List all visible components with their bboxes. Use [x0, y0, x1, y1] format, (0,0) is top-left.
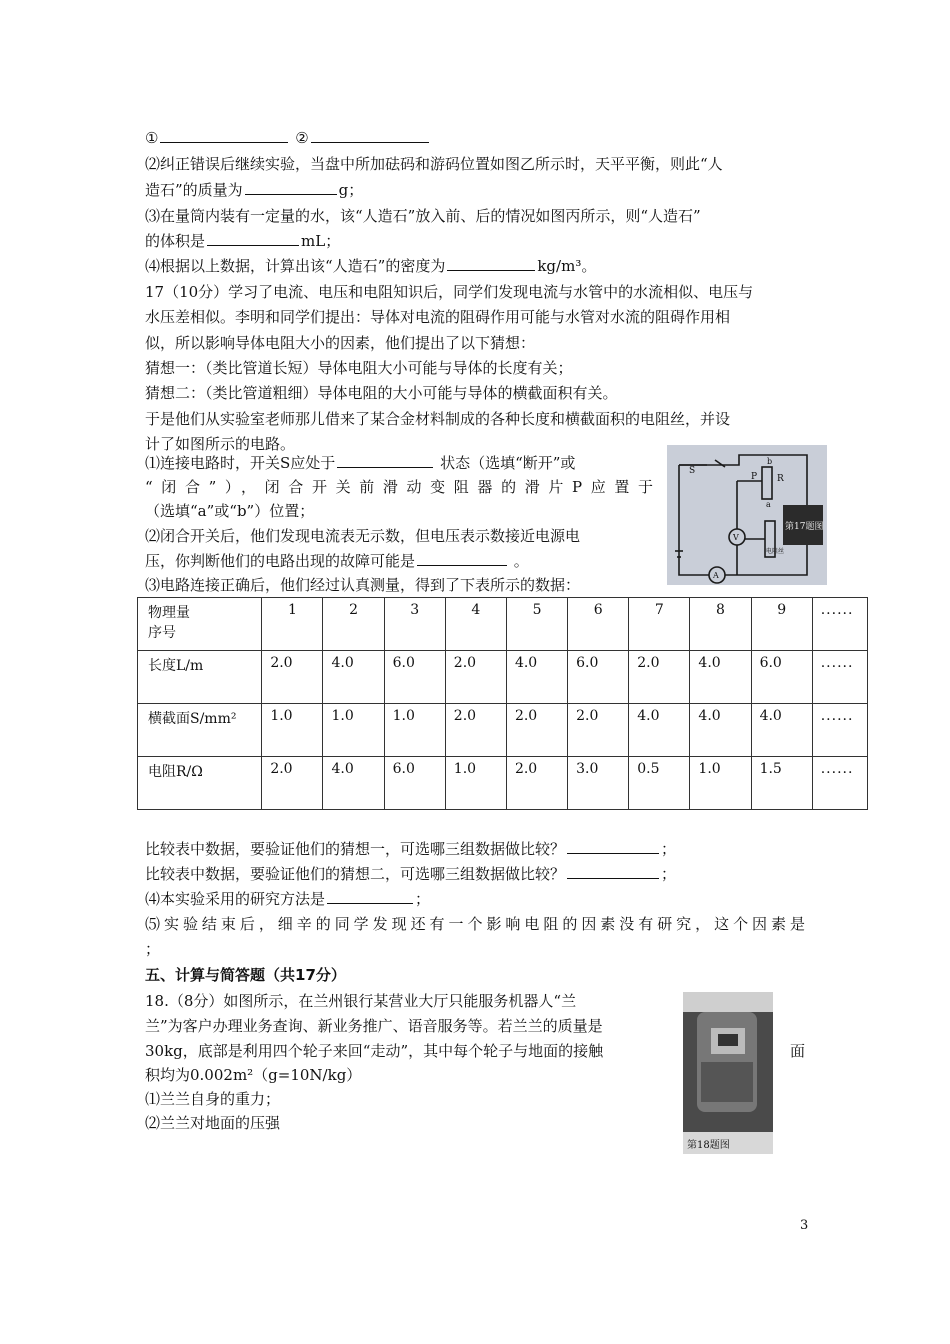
table-row-label: 长度L/m [138, 651, 262, 704]
table-more-cell: ...... [812, 757, 867, 810]
table-col-header: 9 [751, 598, 812, 651]
table-col-header: 6 [568, 598, 629, 651]
table-row-label: 横截面S/mm² [138, 704, 262, 757]
table-cell: 2.0 [262, 757, 323, 810]
fig-ammeter-label: A [713, 571, 719, 580]
fig-switch-label: S [689, 466, 696, 476]
q17-intro-1: 17（10分）学习了电流、电压和电阻知识后，同学们发现电流与水管中的水流相似、电压与 [145, 283, 754, 301]
table-col-header: 5 [506, 598, 567, 651]
q18-part1: ⑴兰兰自身的重力； [145, 1090, 281, 1108]
table-cell: 6.0 [384, 651, 445, 704]
table-cell: 4.0 [506, 651, 567, 704]
table-cell: 4.0 [629, 704, 690, 757]
table-cell: 2.0 [445, 651, 506, 704]
q17-intro-3: 似，所以影响导体电阻大小的因素，他们提出了以下猜想： [145, 334, 536, 352]
q16-item2-marker: ② [295, 129, 309, 147]
table-cell: 4.0 [323, 651, 384, 704]
q17-method-end: ； [415, 890, 431, 908]
table-row [138, 651, 868, 704]
q17-switch-text: ⑴连接电路时，开关S应处于 [145, 454, 336, 472]
table-cell: 1.0 [384, 704, 445, 757]
fig-caption: 第17题图 [785, 522, 824, 532]
table-row [138, 757, 868, 810]
q17-fault-blank[interactable] [417, 551, 507, 566]
q17-part1-cont: “闭合”），闭合开关前滑动变阻器的滑片P应置于 [145, 478, 653, 496]
table-cell: 2.0 [445, 704, 506, 757]
q17-hypothesis-2: 猜想二：（类比管道粗细）导体电阻的大小可能与导体的横截面积有关。 [145, 384, 618, 402]
q16-item1-marker: ① [145, 129, 159, 147]
q17-fault-end: 。 [513, 552, 529, 570]
q17-compare2-text: 比较表中数据，要验证他们的猜想二，可选哪三组数据做比较？ [145, 865, 566, 883]
q18-line-3: 30kg，底部是利用四个轮子来回“走动”，其中每个轮子与地面的接触 [145, 1042, 604, 1060]
table-col-header: 2 [323, 598, 384, 651]
table-more-cell: ...... [812, 651, 867, 704]
q17-compare-2 [145, 863, 805, 885]
table-cell: 2.0 [568, 704, 629, 757]
table-col-header: 7 [629, 598, 690, 651]
section-5-title: 五、计算与简答题（共17分） [145, 966, 346, 984]
table-cell: 4.0 [690, 704, 751, 757]
table-cell: 1.0 [262, 704, 323, 757]
q16-mass-blank[interactable] [245, 180, 337, 195]
table-row [138, 704, 868, 757]
q18-line-1: 18.（8分）如图所示，在兰州银行某营业大厅只能服务机器人“兰 [145, 992, 577, 1010]
table-cell: 1.0 [323, 704, 384, 757]
q17-intro-4: 于是他们从实验室老师那儿借来了某合金材料制成的各种长度和横截面积的电阻丝，并设 [145, 410, 731, 428]
table-row [138, 598, 868, 651]
q17-compare1-text: 比较表中数据，要验证他们的猜想一，可选哪三组数据做比较？ [145, 840, 566, 858]
q16-part4 [145, 255, 805, 277]
q16-mass-unit: g； [338, 181, 364, 199]
table-cell: 1.0 [690, 757, 751, 810]
table-cell: 6.0 [568, 651, 629, 704]
q17-part2-cont [145, 550, 665, 572]
q17-part4 [145, 888, 805, 910]
q16-part2-cont [145, 179, 805, 201]
table-cell: 3.0 [568, 757, 629, 810]
q16-blank-2[interactable] [311, 128, 429, 143]
fig-wire-label: 电阻丝 [766, 548, 785, 555]
table-more-cell: ...... [812, 704, 867, 757]
table-cell: 2.0 [629, 651, 690, 704]
q17-part5: ⑸实验结束后，细辛的同学发现还有一个影响电阻的因素没有研究，这个因素是 [145, 915, 805, 933]
q17-method-blank[interactable] [327, 889, 413, 904]
table-cell: 2.0 [506, 757, 567, 810]
q17-compare2-end: ； [661, 865, 677, 883]
table-header-label: 物理量 序号 [138, 598, 262, 651]
q17-part1 [145, 452, 665, 474]
table-col-header: 4 [445, 598, 506, 651]
q17-part1-end: （选填“a”或“b”）位置； [145, 502, 315, 520]
q17-intro-5: 计了如图所示的电路。 [145, 435, 296, 453]
q17-compare-1 [145, 838, 805, 860]
robot-image-icon [683, 992, 773, 1154]
table-cell: 2.0 [262, 651, 323, 704]
table-cell: 6.0 [751, 651, 812, 704]
q17-part2: ⑵闭合开关后，他们发现电流表无示数，但电压表示数接近电源电 [145, 527, 581, 545]
q16-density-unit: kg/m³。 [537, 257, 597, 275]
table-cell: 2.0 [506, 704, 567, 757]
fig-rheostat-label: R [777, 474, 784, 484]
q17-compare1-blank[interactable] [567, 839, 659, 854]
table-more-cell: ...... [812, 598, 867, 651]
table-cell: 6.0 [384, 757, 445, 810]
table-col-header: 1 [262, 598, 323, 651]
q17-circuit-figure [667, 445, 827, 585]
q18-line-4: 积均为0.002m²（g=10N/kg） [145, 1066, 362, 1084]
q18-figure-caption: 第18题图 [687, 1140, 730, 1151]
q16-volume-blank[interactable] [207, 231, 299, 246]
q17-hypothesis-1: 猜想一：（类比管道长短）导体电阻大小可能与导体的长度有关； [145, 359, 573, 377]
q18-part2: ⑵兰兰对地面的压强 [145, 1114, 281, 1132]
q16-volume-text: 的体积是 [145, 232, 206, 250]
table-cell: 1.0 [445, 757, 506, 810]
q17-fault-text: 压，你判断他们的电路出现的故障可能是 [145, 552, 416, 570]
fig-slider-label: P [751, 472, 758, 482]
q17-method-text: ⑷本实验采用的研究方法是 [145, 890, 326, 908]
table-cell: 4.0 [751, 704, 812, 757]
q17-intro-2: 水压差相似。李明和同学们提出：导体对电流的阻碍作用可能与水管对水流的阻碍作用相 [145, 308, 731, 326]
q16-volume-unit: mL； [301, 232, 341, 250]
page-number: 3 [800, 1218, 809, 1233]
q17-part5-end: ； [145, 940, 161, 958]
table-cell: 4.0 [323, 757, 384, 810]
q17-compare2-blank[interactable] [567, 864, 659, 879]
q17-switch-hint: 状态（选填“断开”或 [440, 454, 576, 472]
q16-part2: ⑵纠正错误后继续实验，当盘中所加砝码和游码位置如图乙所示时，天平平衡，则此“人 [145, 155, 723, 173]
fig-voltmeter-label: V [733, 533, 739, 542]
q16-part3: ⑶在量筒内装有一定量的水，该“人造石”放入前、后的情况如图丙所示，则“人造石” [145, 207, 701, 225]
table-col-header: 8 [690, 598, 751, 651]
q16-density-text: ⑷根据以上数据，计算出该“人造石”的密度为 [145, 257, 446, 275]
q17-part3: ⑶电路连接正确后，他们经过认真测量，得到了下表所示的数据： [145, 576, 581, 594]
q17-data-table [137, 597, 868, 810]
fig-a-label: a [766, 500, 771, 509]
table-cell: 1.5 [751, 757, 812, 810]
q17-switch-blank[interactable] [337, 453, 433, 468]
q18-robot-photo [683, 992, 773, 1154]
q16-answer-line [145, 127, 805, 149]
q16-part3-cont [145, 230, 805, 252]
fig-b-label: b [767, 457, 773, 466]
table-row-label: 电阻R/Ω [138, 757, 262, 810]
q17-compare1-end: ； [661, 840, 677, 858]
q16-density-blank[interactable] [447, 256, 535, 271]
table-cell: 0.5 [629, 757, 690, 810]
table-cell: 4.0 [690, 651, 751, 704]
q16-blank-1[interactable] [160, 128, 288, 143]
q16-mass-text: 造石”的质量为 [145, 181, 243, 199]
q18-line-2: 兰”为客户办理业务查询、新业务推广、语音服务等。若兰兰的质量是 [145, 1017, 603, 1035]
circuit-diagram-icon [667, 445, 827, 585]
q18-line-3-end: 面 [790, 1042, 806, 1060]
table-col-header: 3 [384, 598, 445, 651]
